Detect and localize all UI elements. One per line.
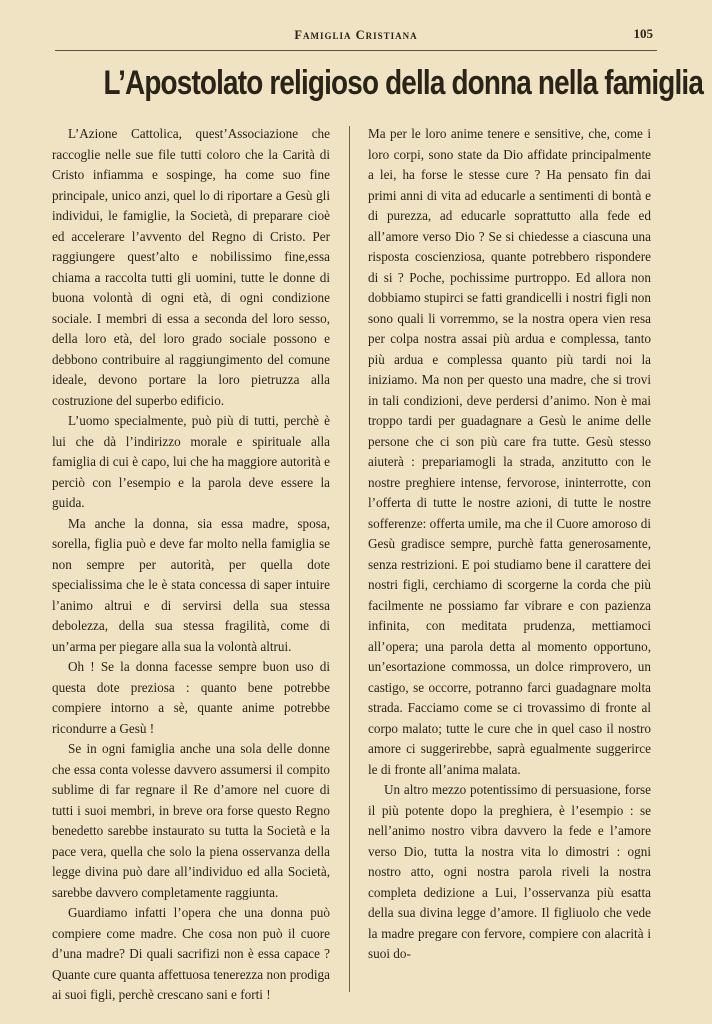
page-number: 105: [633, 26, 653, 41]
right-column: [368, 124, 651, 965]
paragraph: Ma per le loro anime tenere e sensitive, che, come i loro corpi, sono state da Dio affidate principalmente a lei, ha forse le stesse cure ? Ha pensato fin dai primi anni di vita ad educarle a sentimenti di bontà e di purezza, ad educarle soprattutto alla fede ed all’amore verso Dio ? Se si chiedesse a ciascuna una risposta coscienziosa, quante potrebbero rispondere di si ? Poche, pochissime purtroppo. Ed allora non dobbiamo stupirci se fatti grandicelli i nostri figli non sono quali li vorremmo, se la nostra opera vien resa per colpa nostra assai più ardua e complessa, tanto più ardua e complessa quanto più tardi noi la iniziamo. Ma non per questo una madre, che si trovi in tali condizioni, deve perdersi d’animo. Non è mai troppo tardi per guadagnare a Gesù le anime delle persone che ci son più care fra tutte. Gesù stesso aiuterà : prepariamogli la strada, anzitutto con le nostre preghiere intense, fervorose, ininterrotte, con l’offerta di tutte le nostre azioni, di tutte le nostre sofferenze: offerta umile, ma che il Cuore amoroso di Gesù gradisce sempre, purchè fatta generosamente, senza restrizioni. E poi studiamo bene il carattere dei nostri figli, cerchiamo di scorgerne la corda che più facilmente ne possiamo far vibrare e con pazienza infinita, con meditata prudenza, mettiamoci all’opera; una parola detta al momento opportuno, un’esortazione commossa, un dolce rimprovero, un castigo, se occorre, potranno farci guadagnare molta strada. Facciamo come se ci trovassimo di fronte al corpo malato; tutte le cure che in quel caso il nostro amore ci suggerirebbe, saprà egualmente suggerirce le di fronte all’anima malata.: [368, 126, 651, 777]
paragraph: Se in ogni famiglia anche una sola delle donne che essa conta volesse davvero assumersi il compito sublime di far regnare il Re d’amore nel cuore di tutti i suoi membri, in breve ora forse questo Regno benedetto sarebbe instaurato su tutta la Società e la pace vera, quella che solo la piena osservanza della legge divina può dare all’individuo ed alla Società, sarebbe davvero completamente raggiunta.: [52, 741, 330, 900]
paragraph: L’Azione Cattolica, quest’Associazione che raccoglie nelle sue file tutti coloro che la Carità di Cristo infiamma e sospinge, ha come suo fine principale, unico anzi, quel lo di riportare a Gesù gli individui, le famiglie, la Società, di preparare cioè ed accelerare l’avvento del Regno di Cristo. Per raggiungere quest’alto e nobilissimo fine,essa chiama a raccolta tutti gli uomini, tutte le donne di buona volontà di ogni età, di ogni condizione sociale. I membri di essa a seconda del loro sesso, della loro età, del loro grado sociale possono e debbono contribuire al raggiungimento del comune ideale, devono portare la loro pietruzza alla costruzione del superbo edificio.: [52, 126, 330, 408]
paragraph: Ma anche la donna, sia essa madre, sposa, sorella, figlia può e deve far molto nella famiglia se non sempre per autorità, per quella dote specialissima che le è stata concessa di saper intuire l’animo altrui e di servirsi della sua stessa debolezza, della sua stessa fragilità, come di un’arma per piegare alla sua la volontà altrui.: [52, 515, 330, 654]
running-head: [55, 22, 657, 51]
paragraph: L’uomo specialmente, può più di tutti, perchè è lui che dà l’indirizzo morale e spirituale alla famiglia di cui è capo, lui che ha maggiore autorità e perciò con l’esempio e la parola deve essere la guida.: [52, 413, 330, 510]
column-divider: [349, 126, 350, 992]
left-column: [52, 124, 330, 1006]
article-title: L’Apostolato religioso della donna nella famiglia: [103, 64, 704, 102]
paragraph: Guardiamo infatti l’opera che una donna può compiere come madre. Che cosa non può il cuore d’una madre? Di quali sacrifizi non è essa capace ? Quante cure quanta affettuosa tenerezza non prodiga ai suoi figli, perchè crescano sani e forti !: [52, 905, 330, 1002]
paragraph: Un altro mezzo potentissimo di persuasione, forse il più potente dopo la preghiera, è l’esempio : se nell’animo nostro vibra davvero la fede e l’amore verso Dio, tutta la nostra vita lo dimostri : ogni nostro atto, ogni nostra parola riveli la nostra completa dedizione a Lui, l’osservanza più esatta della sua divina legge d’amore. Il figliuolo che vede la madre pregare con fervore, compiere con alacrità i suoi do-: [368, 782, 651, 961]
journal-title: Famiglia Cristiana: [294, 28, 418, 42]
paragraph: Oh ! Se la donna facesse sempre buon uso di questa dote preziosa : quanto bene potrebbe compiere intorno a sè, quante anime potrebbe ricondurre a Gesù !: [52, 659, 330, 736]
